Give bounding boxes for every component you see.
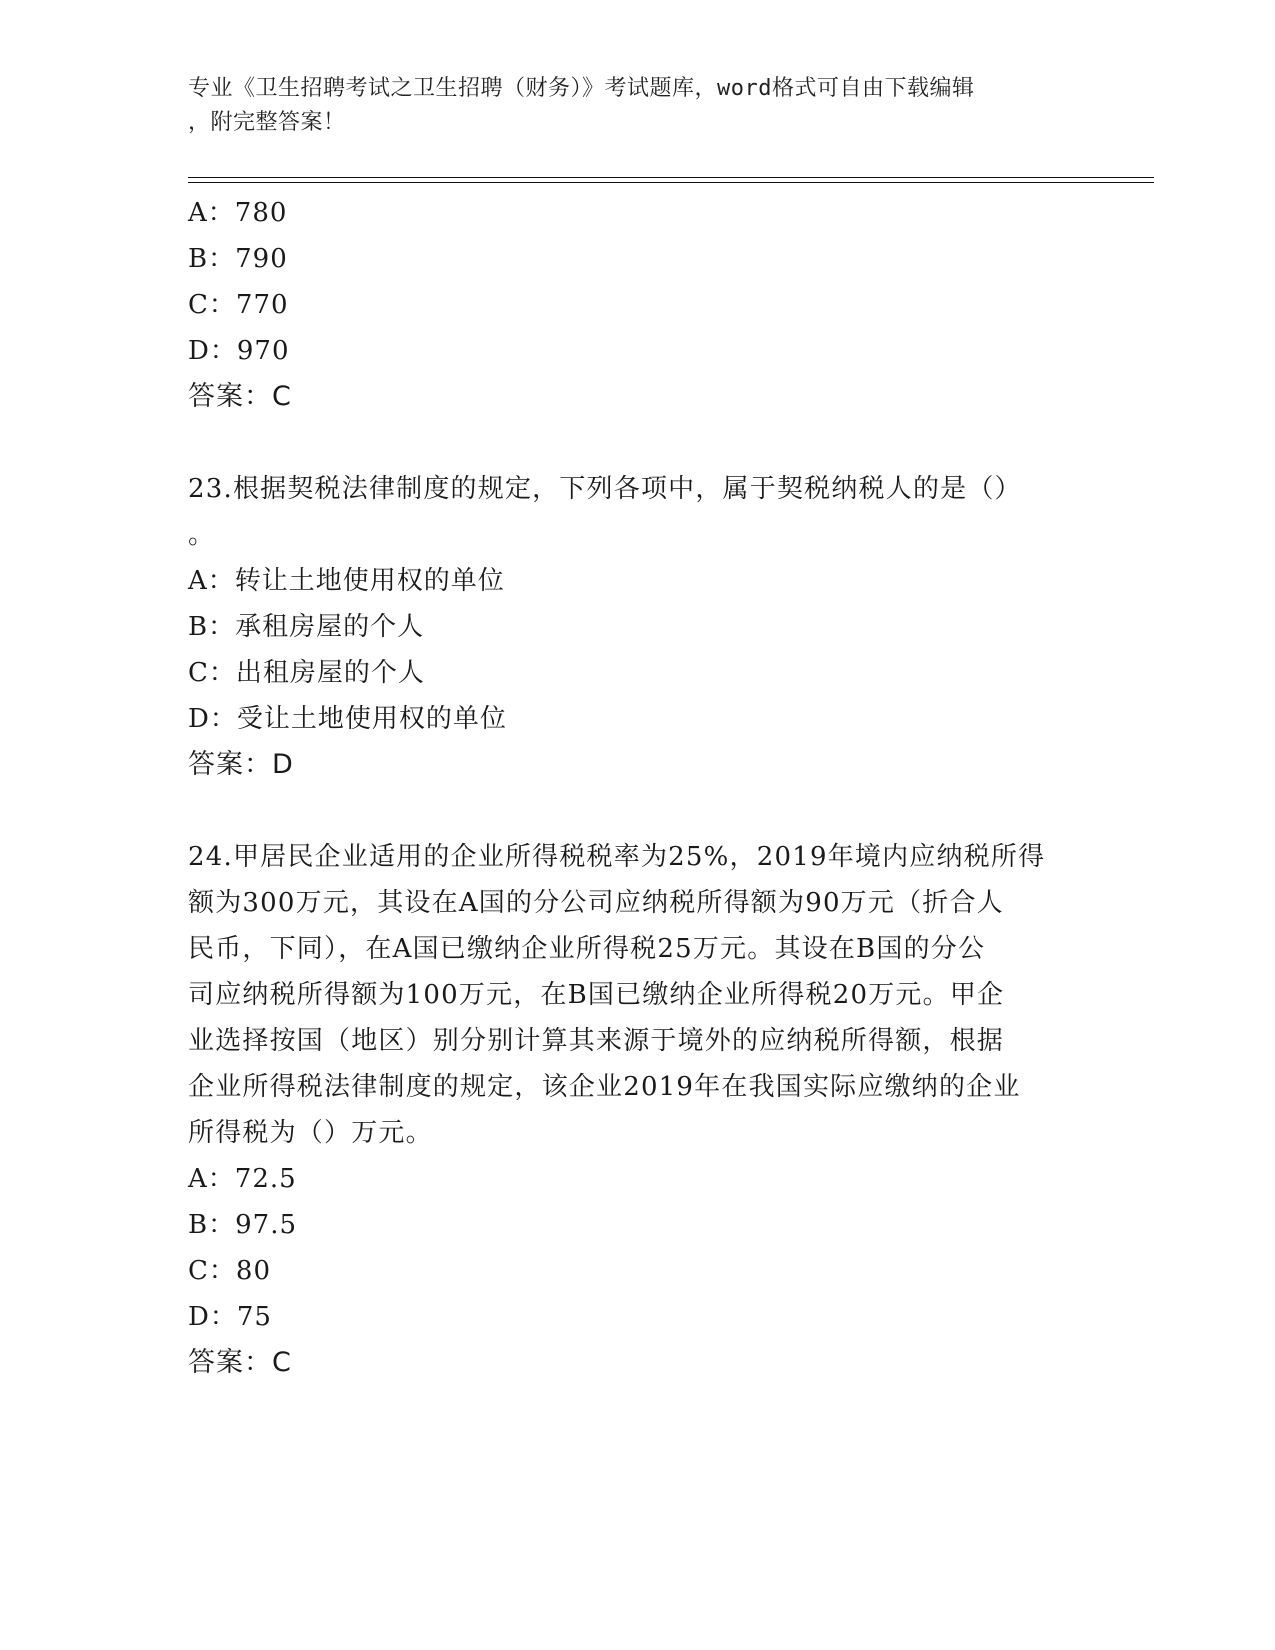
question-stem-line: 业选择按国（地区）别分别计算其来源于境外的应纳税所得额，根据 bbox=[188, 1026, 1005, 1056]
option-label: B： bbox=[188, 244, 236, 274]
question-stem-line: 司应纳税所得额为100万元，在B国已缴纳企业所得税20万元。甲企 bbox=[188, 980, 1005, 1010]
question-stem-continued: 。 bbox=[188, 520, 216, 550]
option-label: C： bbox=[188, 1256, 236, 1286]
option-d bbox=[188, 328, 1088, 374]
option-label: D： bbox=[188, 336, 237, 366]
option-text: 出租房屋的个人 bbox=[235, 658, 425, 688]
option-text: 970 bbox=[236, 336, 290, 366]
question-stem-line: 所得税为（）万元。 bbox=[188, 1118, 433, 1148]
option-a bbox=[188, 558, 1088, 604]
option-label: A： bbox=[188, 566, 235, 596]
option-label: D： bbox=[188, 1302, 237, 1332]
question-stem-line: 民币，下同），在A国已缴纳企业所得税25万元。其设在B国的分公 bbox=[188, 934, 986, 964]
answer: 答案：D bbox=[188, 749, 294, 780]
option-text: 80 bbox=[235, 1256, 271, 1286]
option-label: B： bbox=[188, 1210, 236, 1240]
answer: 答案：C bbox=[188, 1347, 292, 1378]
option-text: 780 bbox=[234, 198, 288, 228]
option-text: 75 bbox=[236, 1302, 272, 1332]
spacer bbox=[188, 788, 1088, 834]
option-d bbox=[188, 1294, 1088, 1340]
question-stem: 23.根据契税法律制度的规定，下列各项中，属于契税纳税人的是（） bbox=[188, 474, 1022, 504]
option-d bbox=[188, 696, 1088, 742]
option-label: C： bbox=[188, 658, 236, 688]
spacer bbox=[188, 420, 1088, 466]
option-text: 790 bbox=[235, 244, 288, 274]
option-label: D： bbox=[188, 704, 237, 734]
question-24 bbox=[188, 834, 1088, 1386]
option-text: 承租房屋的个人 bbox=[235, 612, 425, 642]
option-c bbox=[188, 282, 1088, 328]
option-text: 97.5 bbox=[235, 1210, 297, 1240]
header-title-line-1: 专业《卫生招聘考试之卫生招聘（财务）》考试题库，word格式可自由下载编辑 bbox=[188, 76, 975, 101]
option-b bbox=[188, 604, 1088, 650]
option-label: C： bbox=[188, 290, 236, 320]
option-text: 72.5 bbox=[234, 1164, 297, 1194]
header-divider-top bbox=[188, 177, 1154, 178]
question-stem-line: 额为300万元，其设在A国的分公司应纳税所得额为90万元（折合人 bbox=[188, 888, 1004, 918]
question-stem-line: 企业所得税法律制度的规定，该企业2019年在我国实际应缴纳的企业 bbox=[188, 1072, 1021, 1102]
option-c bbox=[188, 1248, 1088, 1294]
question-content bbox=[188, 190, 1088, 1386]
option-b bbox=[188, 236, 1088, 282]
answer: 答案：C bbox=[188, 381, 292, 412]
option-text: 770 bbox=[235, 290, 289, 320]
option-text: 转让土地使用权的单位 bbox=[234, 566, 505, 596]
option-a bbox=[188, 190, 1088, 236]
option-a bbox=[188, 1156, 1088, 1202]
question-23 bbox=[188, 466, 1088, 788]
question-22 bbox=[188, 190, 1088, 420]
header-divider-bottom bbox=[188, 182, 1154, 183]
option-label: B： bbox=[188, 612, 236, 642]
option-b bbox=[188, 1202, 1088, 1248]
option-label: A： bbox=[188, 1164, 235, 1194]
option-c bbox=[188, 650, 1088, 696]
document-header bbox=[188, 72, 1068, 140]
option-text: 受让土地使用权的单位 bbox=[236, 704, 507, 734]
option-label: A： bbox=[188, 198, 235, 228]
question-stem-line: 24.甲居民企业适用的企业所得税税率为25%，2019年境内应纳税所得 bbox=[188, 842, 1046, 872]
header-title-line-2: ，附完整答案！ bbox=[188, 110, 346, 135]
